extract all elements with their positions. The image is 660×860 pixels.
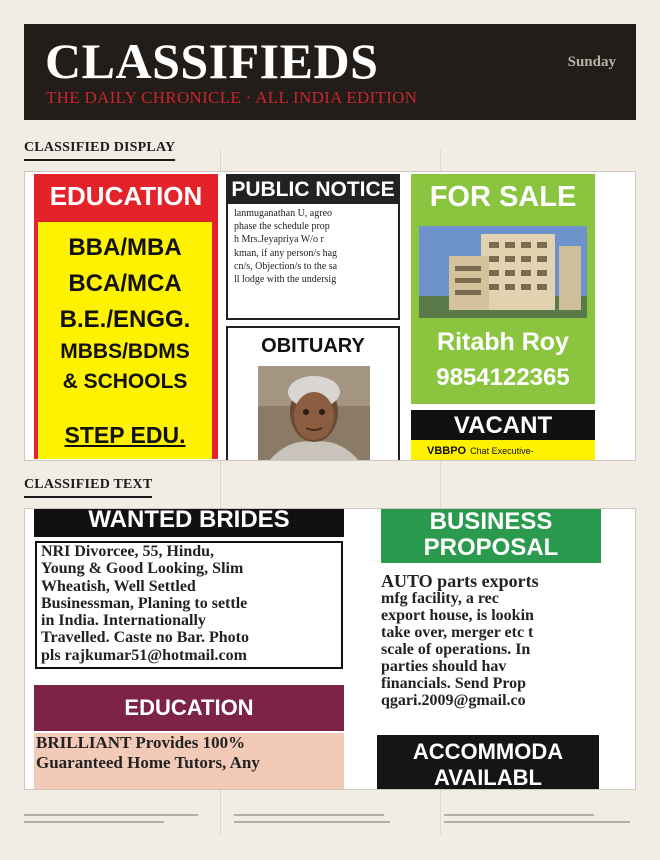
- masthead-day: Sunday: [567, 54, 616, 70]
- footer-rule: [24, 821, 164, 823]
- wanted-brides-line: in India. Internationally: [41, 612, 206, 630]
- obituary-ad[interactable]: [226, 326, 400, 461]
- public-notice-ad[interactable]: [226, 174, 400, 320]
- education-ad-body: [38, 222, 212, 459]
- education-ad-line: MBBS/BDMS: [60, 340, 190, 363]
- education-ad-line: BCA/MCA: [68, 270, 182, 297]
- business-proposal-line: financials. Send Prop: [381, 675, 527, 692]
- footer-rule: [444, 814, 594, 816]
- public-notice-heading: PUBLIC NOTICE: [228, 176, 398, 204]
- wanted-brides-ad[interactable]: [35, 541, 343, 669]
- public-notice-line: kman, if any person/s hag: [234, 247, 338, 259]
- vacant-heading: VACANT: [453, 412, 553, 439]
- education-text-line: BRILLIANT Provides 100%: [36, 733, 246, 752]
- footer-rule: [24, 814, 198, 816]
- education-display-ad[interactable]: [34, 174, 218, 459]
- business-proposal-line: qgari.2009@gmail.co: [381, 692, 526, 709]
- wanted-brides-line: Travelled. Caste no Bar. Photo: [41, 629, 249, 647]
- business-proposal-line: take over, merger etc t: [381, 624, 534, 641]
- for-sale-ad[interactable]: [411, 174, 595, 404]
- business-proposal-heading: [381, 509, 601, 563]
- footer-rule: [234, 821, 390, 823]
- footer-rule: [234, 814, 384, 816]
- public-notice-line: phase the schedule prop: [234, 221, 330, 233]
- public-notice-line: cn/s, Objection/s to the sa: [234, 260, 338, 272]
- masthead: [24, 24, 636, 120]
- business-proposal-ad[interactable]: [381, 573, 601, 723]
- education-text-heading: EDUCATION: [34, 685, 344, 731]
- wanted-brides-line: Businessman, Planing to settle: [41, 594, 248, 612]
- masthead-title: CLASSIFIEDS: [45, 33, 379, 89]
- wanted-brides-line: Young & Good Looking, Slim: [41, 560, 244, 578]
- business-proposal-heading-line: BUSINESS: [429, 509, 553, 535]
- education-ad-line: B.E./ENGG.: [59, 306, 191, 333]
- accommodation-heading-line: AVAILABL: [434, 765, 542, 790]
- vacant-ad[interactable]: [411, 410, 595, 461]
- accommodation-ad[interactable]: [377, 735, 599, 790]
- business-proposal-line: mfg facility, a rec: [381, 590, 499, 607]
- building-image: [419, 226, 587, 318]
- education-ad-heading: EDUCATION: [49, 181, 203, 211]
- wanted-brides-line: Wheatish, Well Settled: [41, 577, 196, 595]
- for-sale-contact-name: Ritabh Roy: [437, 328, 569, 356]
- education-text-ad[interactable]: [34, 733, 344, 790]
- business-proposal-heading-line: PROPOSAL: [423, 534, 559, 561]
- education-ad-line: & SCHOOLS: [62, 370, 188, 393]
- education-text-line: Guaranteed Home Tutors, Any: [36, 753, 260, 772]
- business-proposal-line: AUTO parts exports: [381, 573, 539, 591]
- business-proposal-line: parties should hav: [381, 658, 507, 675]
- for-sale-phone: 9854122365: [436, 364, 570, 391]
- business-proposal-line: export house, is lookin: [381, 607, 534, 624]
- business-proposal-line: scale of operations. In: [381, 641, 531, 658]
- wanted-brides-line: pls rajkumar51@hotmail.com: [41, 646, 247, 664]
- education-ad-footer: STEP EDU.: [64, 422, 186, 448]
- obituary-portrait-image: [258, 366, 370, 461]
- vacant-strip: [411, 440, 595, 461]
- obituary-heading: OBITUARY: [261, 335, 365, 357]
- education-ad-line: BBA/MBA: [68, 234, 182, 261]
- accommodation-heading-line: ACCOMMODA: [412, 739, 564, 764]
- for-sale-heading: FOR SALE: [429, 181, 577, 213]
- vacant-strip-role: Chat Executive-: [470, 446, 534, 456]
- footer-rule: [444, 821, 630, 823]
- section-label-display: CLASSIFIED DISPLAY: [24, 140, 175, 161]
- public-notice-line: h Mrs.Jeyapriya W/o r: [234, 234, 324, 246]
- public-notice-line: ll lodge with the undersig: [234, 274, 337, 286]
- vacant-strip-company: VBBPO: [427, 445, 467, 457]
- section-label-text: CLASSIFIED TEXT: [24, 477, 152, 498]
- wanted-brides-line: NRI Divorcee, 55, Hindu,: [41, 543, 215, 560]
- classified-text-frame: [24, 508, 636, 790]
- classified-display-frame: [24, 171, 636, 461]
- wanted-brides-heading: WANTED BRIDES: [34, 509, 344, 537]
- public-notice-line: lanmuganathan U, agreo: [234, 208, 333, 219]
- masthead-subtitle: THE DAILY CHRONICLE · ALL INDIA EDITION: [46, 88, 418, 107]
